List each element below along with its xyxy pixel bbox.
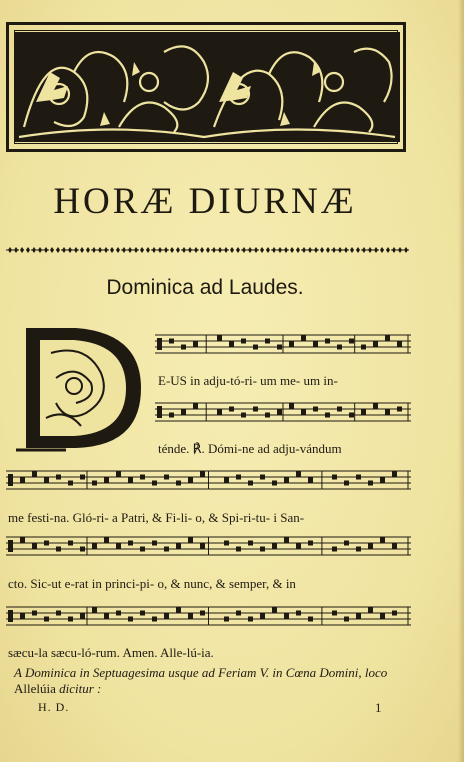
illuminated-initial-d xyxy=(6,318,150,454)
signature-mark: H. D. xyxy=(38,700,70,714)
rubric-note xyxy=(14,665,414,697)
section-heading: Dominica ad Laudes. xyxy=(106,276,304,299)
page-edge-shadow xyxy=(458,0,464,762)
ornamental-band-illustration xyxy=(14,32,400,142)
rubric-text-2: dicitur : xyxy=(59,681,102,696)
rubric-text-1: A Dominica in Septuagesima usque ad Feriam V. in Cœna Domini, loco xyxy=(14,665,388,680)
music-staff-5 xyxy=(6,604,411,628)
lyric-line-3: me festi-na. Gló-ri- a Patri, & Fi-li- o, & Spi-ri-tu- i San- xyxy=(8,510,305,525)
music-staff-2 xyxy=(155,400,411,424)
music-staff-4 xyxy=(6,534,411,558)
rubric-word: Allelúia xyxy=(14,681,56,696)
lyric-line-4: cto. Sic-ut e-rat in princi-pi- o, & nunc, & semper, & in xyxy=(8,576,296,591)
decorative-divider xyxy=(6,246,410,254)
music-staff-3 xyxy=(6,468,411,492)
lyric-line-2: ténde. ℟. Dómi-ne ad adju-vándum xyxy=(158,441,342,456)
music-staff-1 xyxy=(155,332,411,356)
page-number: 1 xyxy=(375,700,382,715)
lyric-line-1: E-US in adju-tó-ri- um me- um in- xyxy=(158,373,338,388)
page-title: HORÆ DIURNÆ xyxy=(53,181,357,222)
lyric-line-5: sæcu-la sæcu-ló-rum. Amen. Alle-lú-ia. xyxy=(8,645,214,660)
